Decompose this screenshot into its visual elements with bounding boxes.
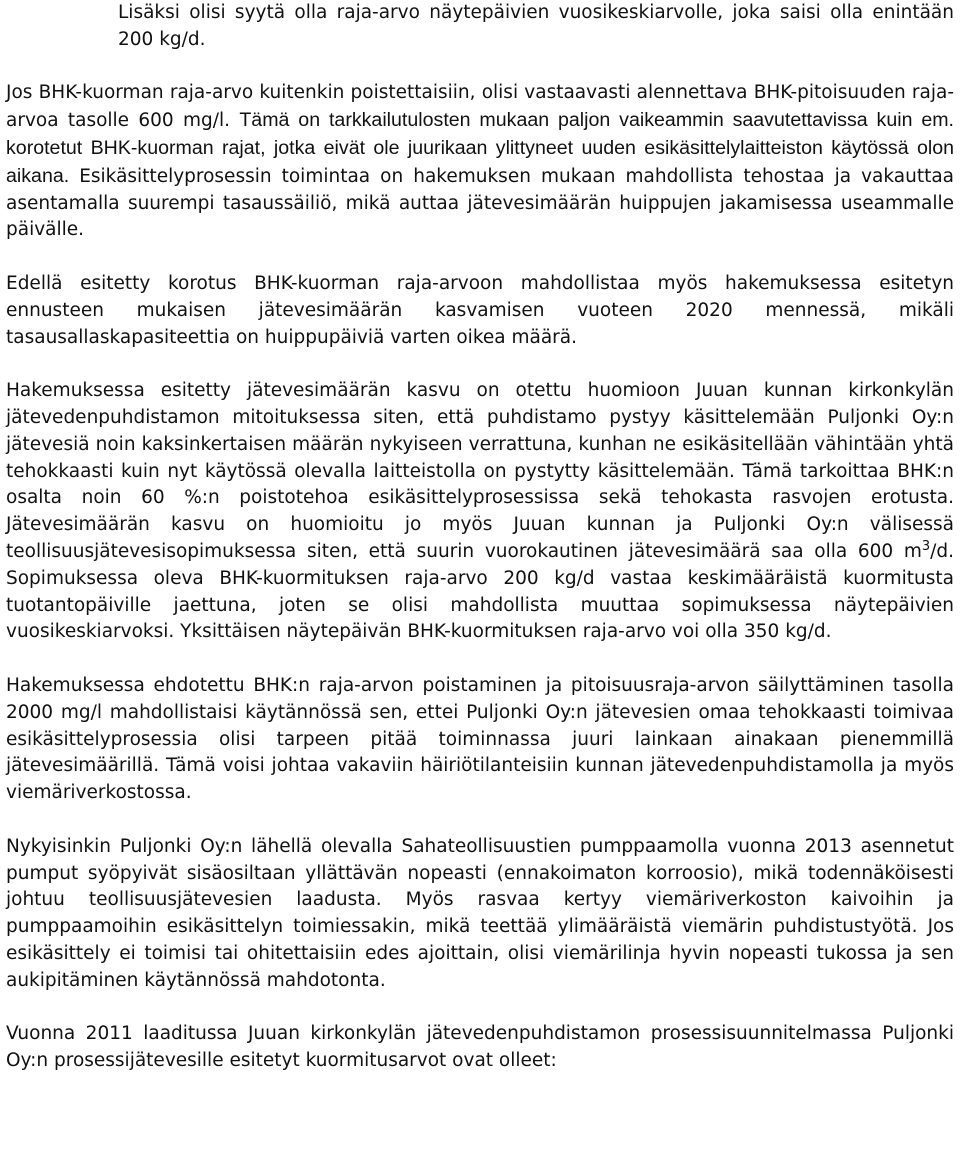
paragraph-pump-corrosion	[6, 834, 954, 995]
paragraph-text: Vuonna 2011 laaditussa Juuan kirkonkylän jätevedenpuhdistamon prosessisuunnitelmassa Puljonki Oy:n prosessijätevesille esitetyt kuormitusarvot ovat olleet:	[6, 1023, 954, 1072]
paragraph-text: Lisäksi olisi syytä olla raja-arvo näytepäivien vuosikeskiarvolle, joka saisi olla enintään 200 kg/d.	[118, 2, 954, 50]
paragraph-annual-average-limit	[6, 0, 954, 54]
superscript-cubic: 3	[921, 538, 931, 554]
paragraph-process-plan-2011	[6, 1021, 954, 1075]
paragraph-text-part-1: Jos BHK-kuorman raja-arvo kuitenkin poistettaisiin, olisi vastaavasti alennettava BHK-pitoisuuden raja-arvoa tasolle 600 mg/l.	[6, 82, 954, 132]
paragraph-proposed-removal	[6, 673, 954, 807]
paragraph-text-part-2: Tämä on tarkkailutulosten mukaan paljon vaikeammin saavutettavissa kuin em. korotetut BHK-kuorman rajat, jotka eivät ole juurikaan ylittyneet uuden esikäsittelylaitteiston käytössä olon aikana.	[6, 109, 954, 187]
paragraph-text-part-2: /d. Sopimuksessa oleva BHK-kuormituksen raja-arvo 200 kg/d vastaa keskimääräistä kuormitusta tuotantopäiville jaettuna, joten se olisi mahdollista muuttaa sopimuksessa näytepäivien vuosikeskiarvoksi. Yksittäisen näytepäivän BHK-kuormituksen raja-arvo voi olla 350 kg/d.	[6, 540, 954, 643]
paragraph-wastewater-growth	[6, 378, 954, 646]
paragraph-text: Edellä esitetty korotus BHK-kuorman raja-arvoon mahdollistaa myös hakemuksessa esitetyn ennusteen mukaisen jätevesimäärän kasvamisen vuoteen 2020 mennessä, mikäli tasausallaskapasiteettia on huippupäiviä varten oikea määrä.	[6, 272, 954, 348]
paragraph-text-part-1: Hakemuksessa esitetty jätevesimäärän kasvu on otettu huomioon Juuan kunnan kirkonkylän jätevedenpuhdistamon mitoituksessa siten, että puhdistamo pystyy käsittelemään Puljonki Oy:n jätevesiä noin kaksinkertaisen määrän nykyiseen verrattuna, kunhan ne esikäsitellään vähintään yhtä tehokkaasti kuin nyt käytössä olevalla laitteistolla on pystytty käsittelemään. Tämä tarkoittaa BHK:n osalta noin 60 %:n poistotehoa esikäsittelyprosessissa sekä tehokasta rasvojen erotusta. Jätevesimäärän kasvu on huomioitu jo myös Juuan kunnan ja Puljonki Oy:n välisessä teollisuusjätevesisopimuksessa siten, että suurin vuorokautinen jätevesimäärä saa olla 600 m	[6, 380, 954, 562]
paragraph-forecast-increase	[6, 271, 954, 351]
paragraph-text: Hakemuksessa ehdotettu BHK:n raja-arvon poistaminen ja pitoisuusraja-arvon säilyttäminen tasolla 2000 mg/l mahdollistaisi käytännössä sen, ettei Puljonki Oy:n jätevesien omaa tehokkaasti toimivaa esikäsittelyprosessia olisi tarpeen pitää toiminnassa juuri lainkaan ainakaan pienemmillä jätevesimäärillä. Tämä voisi johtaa vakaviin häiriötilanteisiin kunnan jätevedenpuhdistamolla ja myös viemäriverkostossa.	[6, 674, 954, 804]
paragraph-text-part-3: Esikäsittelyprosessin toimintaa on hakemuksen mukaan mahdollista tehostaa ja vakauttaa asentamalla suurempi tasaussäiliö, mikä auttaa jätevesimäärän huippujen jakamisessa useammalle päivälle.	[6, 165, 954, 241]
paragraph-text: Nykyisinkin Puljonki Oy:n lähellä olevalla Sahateollisuustien pumppaamolla vuonna 2013 asennetut pumput syöpyivät sisäosiltaan yllättävän nopeasti (ennakoimaton korroosio), mikä todennäköisesti johtuu teollisuusjätevesien laadusta. Myös rasvaa kertyy viemäriverkoston kaivoihin ja pumppaamoihin esikäsittelyn toimiessakin, mikä teettää ylimääräistä viemärin puhdistustyötä. Jos esikäsittely ei toimisi tai ohitettaisiin edes ajoittain, olisi viemärilinja hyvin nopeasti tukossa ja sen aukipitäminen käytännössä mahdotonta.	[6, 835, 954, 991]
paragraph-bhk-removal	[6, 80, 954, 244]
document-page	[6, 0, 954, 1102]
